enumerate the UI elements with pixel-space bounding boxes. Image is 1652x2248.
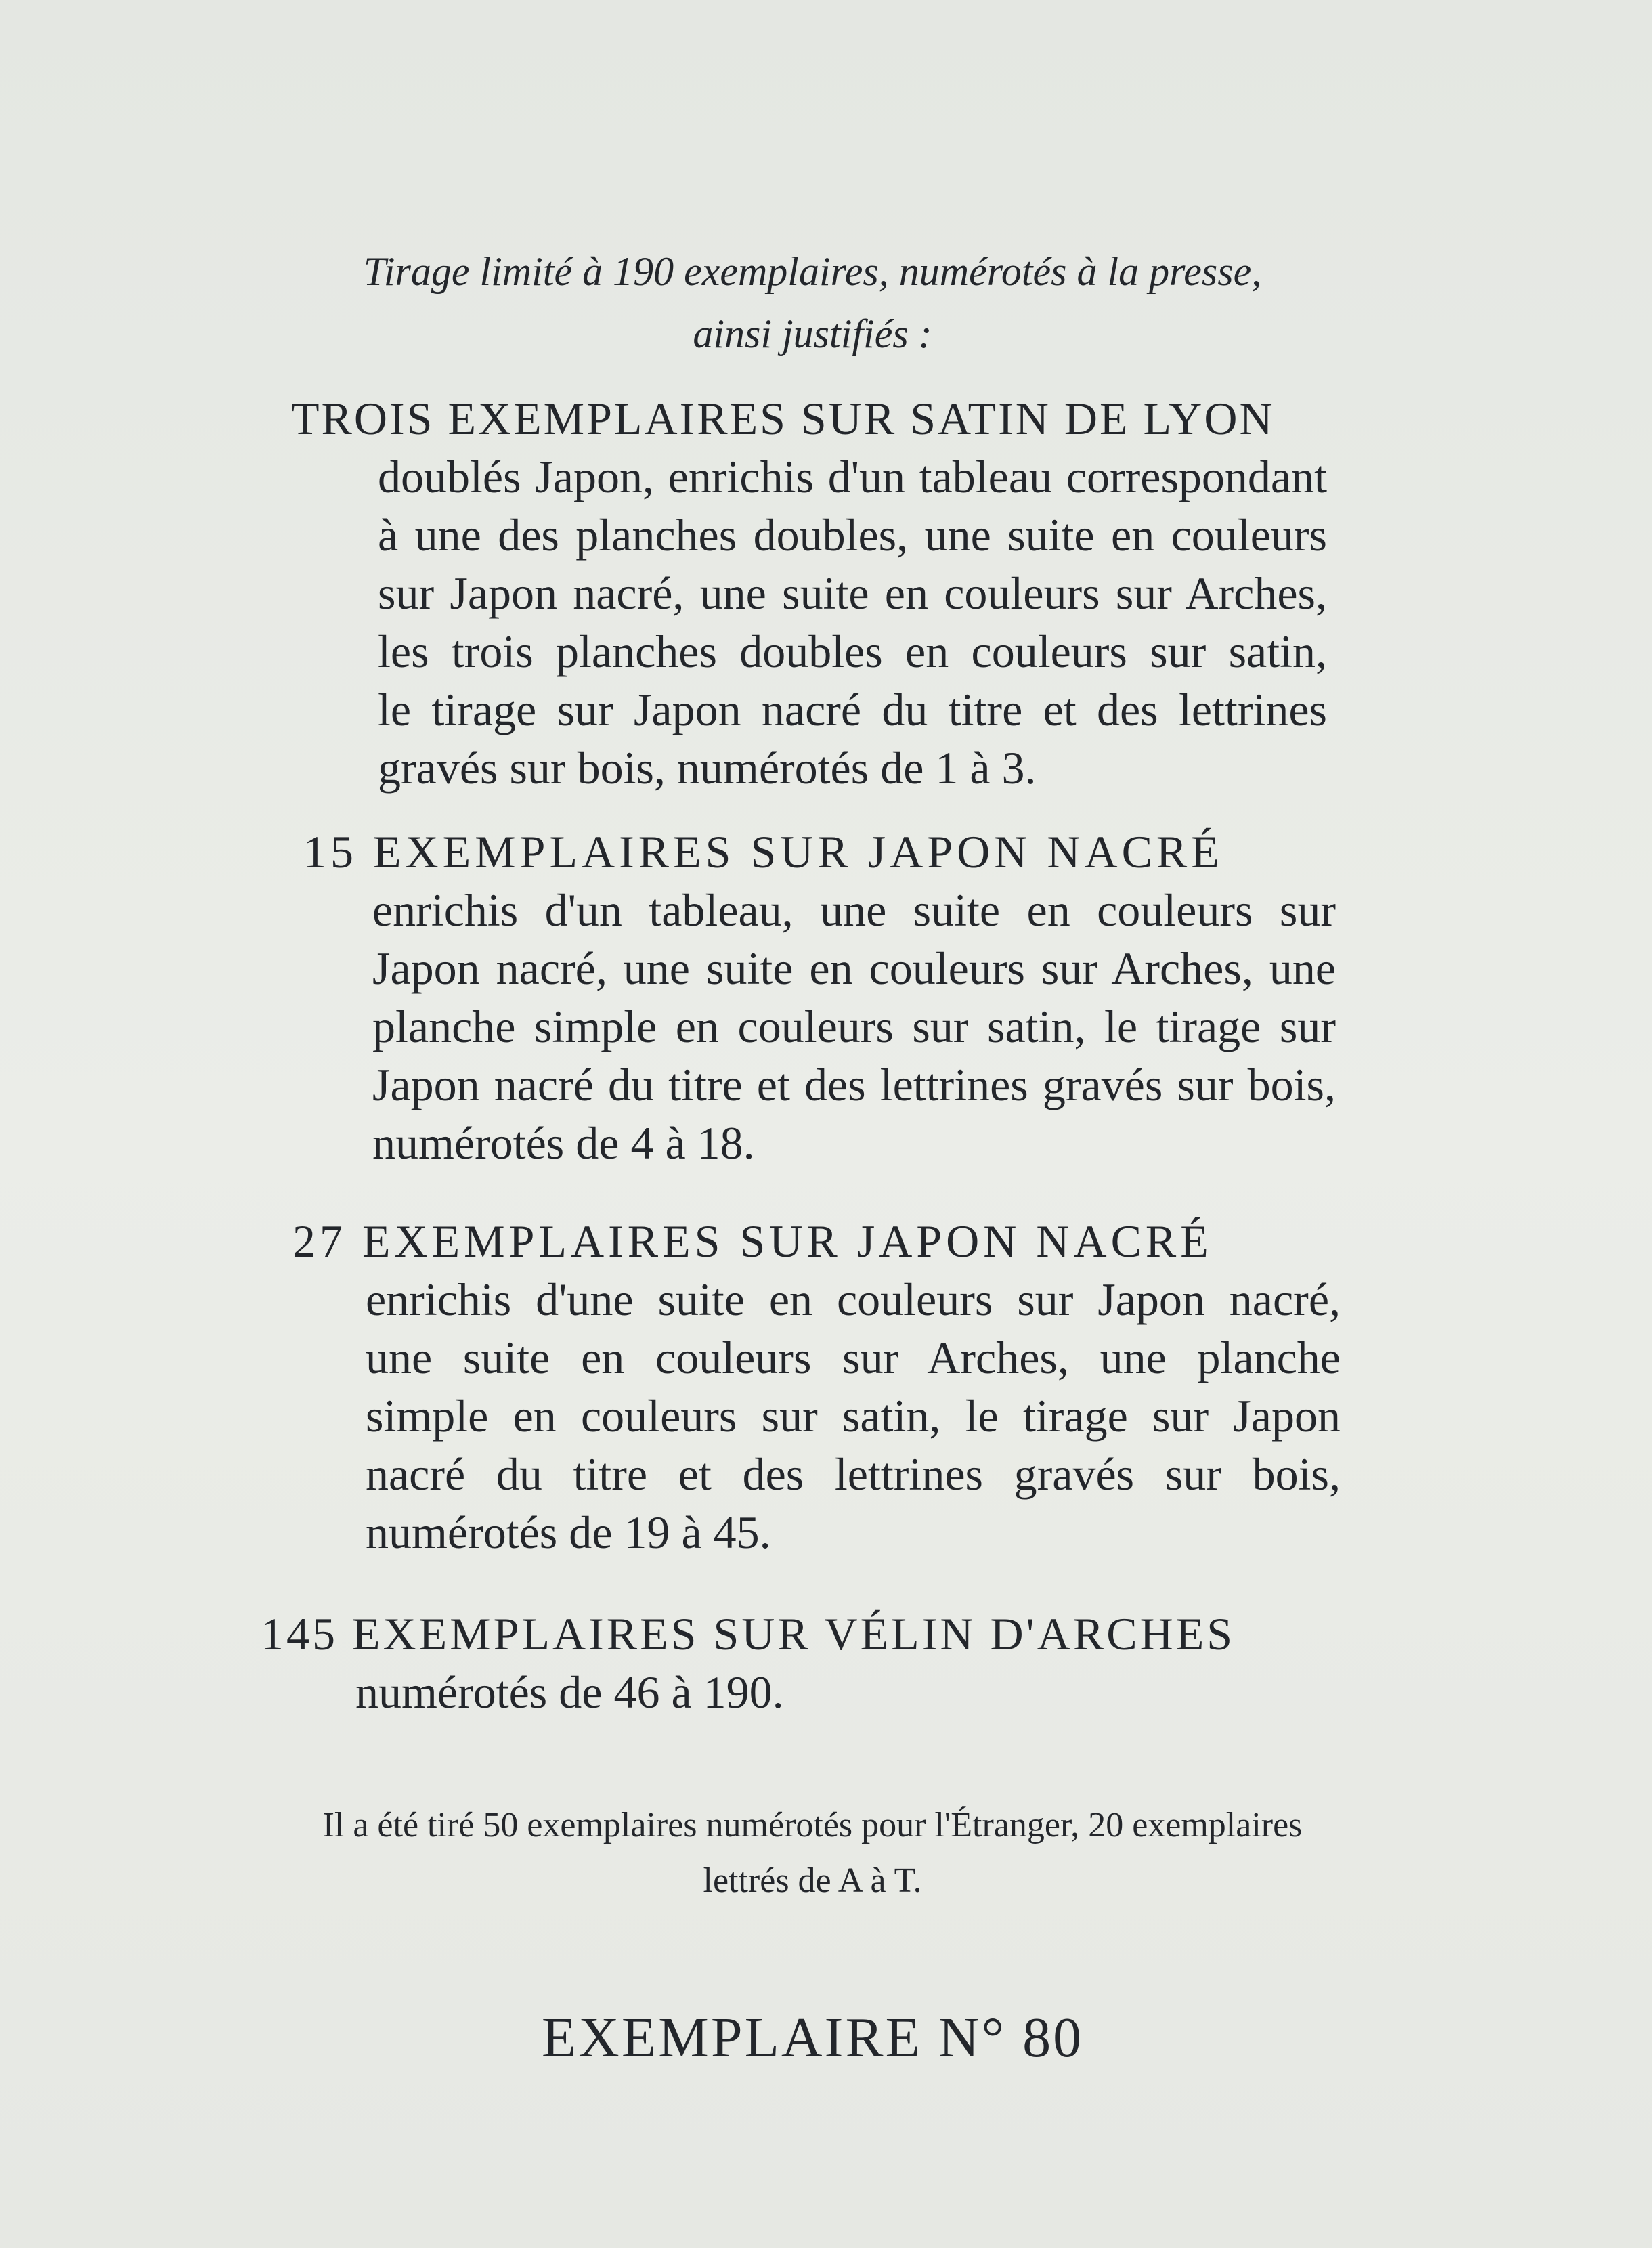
description-line: numérotés de 4 à 18. xyxy=(372,1117,755,1169)
description-line: numérotés de 19 à 45. xyxy=(366,1507,771,1558)
edition-heading: 145 EXEMPLAIRES SUR VÉLIN D'ARCHES xyxy=(261,1608,1236,1660)
intro-line: Tirage limité à 190 exemplaires, numérotés à la presse, xyxy=(363,249,1262,294)
description-line: gravés sur bois, numérotés de 1 à 3. xyxy=(378,742,1037,794)
description-line: numérotés de 46 à 190. xyxy=(355,1666,784,1718)
description-line: enrichis d'un tableau, une suite en couleurs sur xyxy=(372,884,1336,936)
description-line: une suite en couleurs sur Arches, une planche xyxy=(366,1332,1341,1383)
description-line: à une des planches doubles, une suite en couleurs xyxy=(378,509,1327,561)
edition-entry-japon-27 xyxy=(292,1212,1341,1561)
note-line: Il a été tiré 50 exemplaires numérotés pour l'Étranger, 20 exemplaires xyxy=(322,1806,1303,1844)
print-run-intro xyxy=(291,240,1334,365)
description-line: Japon nacré, une suite en couleurs sur Arches, une xyxy=(372,943,1336,994)
description-line: planche simple en couleurs sur satin, le tirage sur xyxy=(372,1001,1336,1052)
description-line: enrichis d'une suite en couleurs sur Japon nacré, xyxy=(366,1274,1341,1325)
edition-heading: TROIS EXEMPLAIRES SUR SATIN DE LYON xyxy=(291,393,1275,444)
edition-description xyxy=(355,1663,1351,1721)
edition-entry-japon-15 xyxy=(303,823,1336,1172)
edition-description xyxy=(366,1270,1341,1561)
copy-number: EXEMPLAIRE N° 80 xyxy=(541,2006,1084,2069)
description-line: nacré du titre et des lettrines gravés sur bois, xyxy=(366,1448,1341,1500)
edition-heading: 27 EXEMPLAIRES SUR JAPON NACRÉ xyxy=(292,1215,1213,1267)
description-line: le tirage sur Japon nacré du titre et des lettrines xyxy=(378,684,1327,735)
description-line: sur Japon nacré, une suite en couleurs sur Arches, xyxy=(378,567,1327,619)
edition-entry-satin xyxy=(291,389,1327,797)
description-line: simple en couleurs sur satin, le tirage sur Japon xyxy=(366,1390,1341,1442)
foreign-copies-note xyxy=(244,1798,1381,1909)
description-line: les trois planches doubles en couleurs sur satin, xyxy=(378,626,1327,677)
edition-entry-velin xyxy=(261,1605,1351,1721)
edition-heading: 15 EXEMPLAIRES SUR JAPON NACRÉ xyxy=(303,826,1223,878)
intro-line: ainsi justifiés : xyxy=(693,311,932,356)
description-line: doublés Japon, enrichis d'un tableau correspondant xyxy=(378,451,1327,502)
note-line: lettrés de A à T. xyxy=(703,1861,922,1900)
description-line: Japon nacré du titre et des lettrines gravés sur bois, xyxy=(372,1059,1336,1110)
edition-description xyxy=(378,448,1327,797)
edition-description xyxy=(372,881,1336,1172)
